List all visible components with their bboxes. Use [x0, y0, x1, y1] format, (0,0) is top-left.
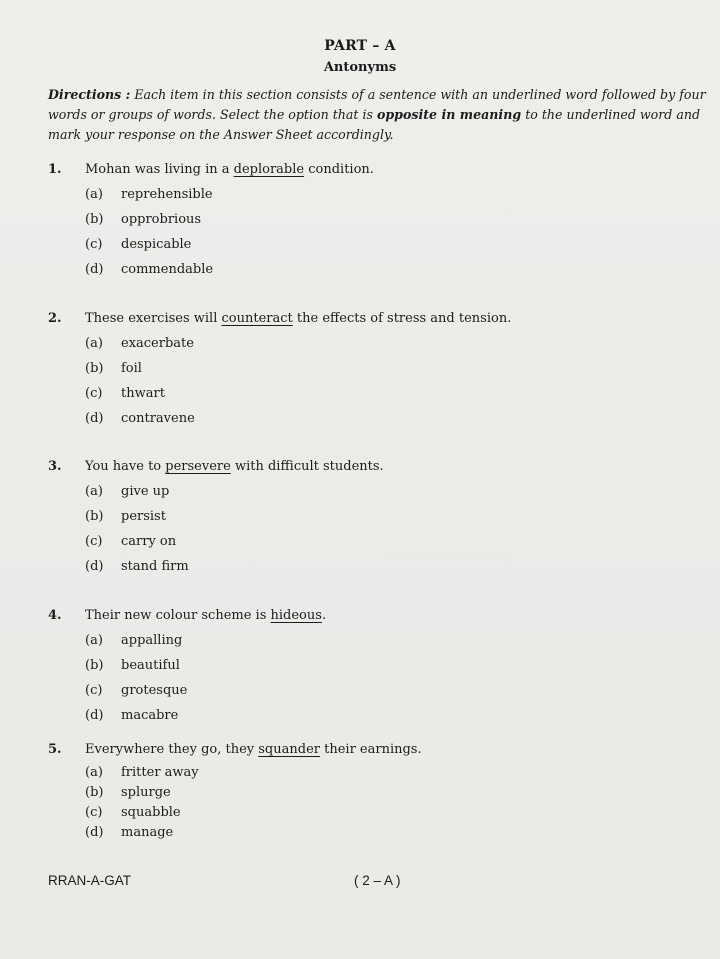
option-label: (b) [85, 658, 104, 673]
question-sentence: You have to persevere with difficult students. [85, 459, 384, 474]
option-a[interactable] [85, 334, 688, 359]
underlined-word: hideous [270, 608, 322, 623]
directions-emphasis: opposite in meaning [376, 107, 522, 122]
option-b[interactable] [85, 210, 688, 235]
question-sentence: These exercises will counteract the effects of stress and tension. [85, 311, 512, 326]
option-label: (c) [85, 386, 103, 401]
option-text: manage [121, 825, 174, 840]
option-label: (d) [85, 262, 104, 277]
question-number: 5. [48, 742, 62, 757]
question-sentence: Mohan was living in a deplorable condition. [85, 162, 374, 177]
option-text: despicable [121, 237, 192, 252]
option-b[interactable] [85, 783, 688, 803]
option-a[interactable] [85, 482, 688, 507]
question-number: 4. [48, 608, 62, 623]
option-a[interactable] [85, 763, 688, 783]
option-b[interactable] [85, 359, 688, 384]
section-heading: Antonyms [323, 60, 397, 75]
option-label: (c) [85, 237, 103, 252]
question-1 [48, 160, 688, 285]
underlined-word: counteract [221, 311, 293, 326]
option-text: foil [121, 361, 142, 376]
option-label: (c) [85, 534, 103, 549]
option-text: splurge [121, 785, 171, 800]
question-stem [48, 160, 688, 180]
option-label: (d) [85, 708, 104, 723]
option-label: (d) [85, 559, 104, 574]
option-text: exacerbate [121, 336, 194, 351]
option-label: (d) [85, 825, 104, 840]
option-text: persist [121, 509, 166, 524]
option-d[interactable] [85, 260, 688, 285]
underlined-word: deplorable [233, 162, 305, 177]
option-label: (b) [85, 212, 104, 227]
underlined-word: squander [258, 742, 320, 757]
option-c[interactable] [85, 384, 688, 409]
question-sentence: Their new colour scheme is hideous. [85, 608, 327, 623]
question-number: 3. [48, 459, 62, 474]
option-label: (b) [85, 361, 104, 376]
option-label: (a) [85, 187, 103, 202]
option-text: commendable [121, 262, 214, 277]
option-text: give up [121, 484, 170, 499]
underlined-word: persevere [165, 459, 231, 474]
option-c[interactable] [85, 681, 688, 706]
option-c[interactable] [85, 532, 688, 557]
option-text: appalling [121, 633, 183, 648]
option-text: carry on [121, 534, 177, 549]
option-label: (a) [85, 765, 103, 780]
option-text: macabre [121, 708, 179, 723]
option-label: (a) [85, 633, 103, 648]
part-heading: PART – A [324, 38, 396, 54]
option-text: beautiful [121, 658, 180, 673]
option-label: (a) [85, 336, 103, 351]
question-number: 2. [48, 311, 62, 326]
question-3 [48, 457, 688, 582]
option-d[interactable] [85, 557, 688, 582]
booklet-code: RRAN-A-GAT [48, 873, 131, 888]
option-c[interactable] [85, 235, 688, 260]
question-stem [48, 457, 688, 477]
option-label: (c) [85, 683, 103, 698]
option-b[interactable] [85, 507, 688, 532]
option-d[interactable] [85, 409, 688, 434]
directions-lead: Directions : [48, 87, 131, 102]
option-d[interactable] [85, 706, 688, 731]
question-stem [48, 606, 688, 626]
option-text: contravene [121, 411, 195, 426]
option-a[interactable] [85, 631, 688, 656]
option-text: reprehensible [121, 187, 213, 202]
question-5 [48, 740, 688, 843]
option-text: grotesque [121, 683, 188, 698]
option-text: opprobrious [121, 212, 202, 227]
option-text: thwart [121, 386, 165, 401]
option-label: (b) [85, 509, 104, 524]
option-text: stand firm [121, 559, 189, 574]
option-text: fritter away [121, 765, 199, 780]
option-a[interactable] [85, 185, 688, 210]
option-label: (b) [85, 785, 104, 800]
option-d[interactable] [85, 823, 688, 843]
directions-paragraph [48, 85, 708, 145]
page-header [0, 38, 720, 75]
directions-text-1: Each item in this section consists of a sentence with an underlined word followed by four words or groups of words. Select the option that is [48, 87, 706, 122]
page-number: ( 2 – A ) [354, 873, 401, 888]
option-text: squabble [121, 805, 181, 820]
option-c[interactable] [85, 803, 688, 823]
option-b[interactable] [85, 656, 688, 681]
question-stem [48, 740, 688, 760]
question-4 [48, 606, 688, 731]
question-2 [48, 309, 688, 434]
directions-text-2: to the underlined word and mark your response on the Answer Sheet accordingly. [48, 107, 701, 142]
option-label: (d) [85, 411, 104, 426]
option-label: (a) [85, 484, 103, 499]
question-sentence: Everywhere they go, they squander their earnings. [85, 742, 422, 757]
question-stem [48, 309, 688, 329]
option-label: (c) [85, 805, 103, 820]
question-number: 1. [48, 162, 62, 177]
